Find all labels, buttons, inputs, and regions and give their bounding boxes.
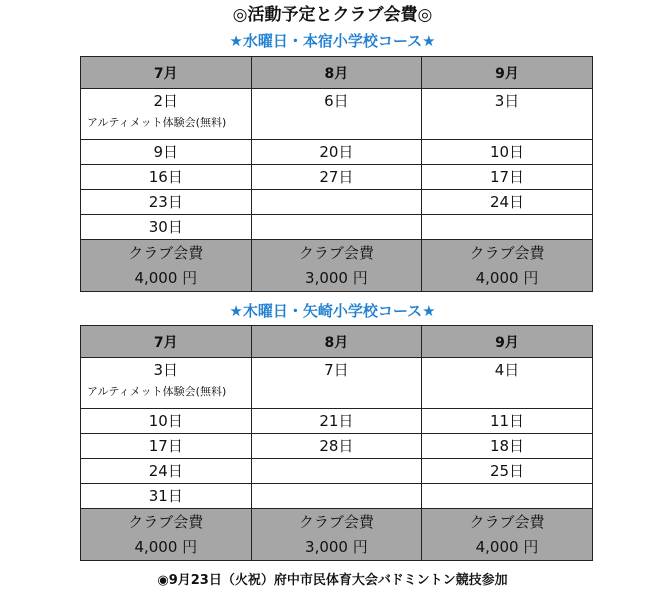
fee-cell xyxy=(422,509,593,561)
month-header-row xyxy=(81,57,593,89)
fee-label: クラブ会費 xyxy=(128,243,204,262)
fee-cell xyxy=(251,240,422,292)
section-title-wednesday: ★水曜日・本宿小学校コース★ xyxy=(229,32,436,50)
section-title-thursday: ★木曜日・矢崎小学校コース★ xyxy=(229,302,436,320)
fee-row xyxy=(81,509,593,561)
day-cell: 10日 xyxy=(81,409,252,434)
day-value: 3日 xyxy=(494,92,520,110)
table-row xyxy=(81,484,593,509)
fee-label: クラブ会費 xyxy=(469,512,545,531)
day-cell xyxy=(81,89,252,140)
day-value: 7日 xyxy=(324,361,349,379)
month-header: 9月 xyxy=(422,326,593,358)
day-cell: 30日 xyxy=(81,215,252,240)
month-header: 7月 xyxy=(81,326,252,358)
table-row xyxy=(81,140,593,165)
day-cell: 31日 xyxy=(81,484,252,509)
day-cell xyxy=(251,215,422,240)
day-value: 3日 xyxy=(153,361,179,379)
fee-amount: 4,000 円 xyxy=(475,537,539,556)
day-cell: 25日 xyxy=(422,459,593,484)
table-row xyxy=(81,215,593,240)
day-cell: 17日 xyxy=(81,434,252,459)
day-cell xyxy=(422,215,593,240)
table-row xyxy=(81,409,593,434)
table-row xyxy=(81,459,593,484)
footer-note: ◉9月23日（火祝）府中市民体育大会バドミントン競技参加 xyxy=(157,573,508,588)
fee-row xyxy=(81,240,593,292)
trial-event-note: アルティメット体験会(無料) xyxy=(87,116,227,129)
month-header: 9月 xyxy=(422,57,593,89)
day-cell xyxy=(81,358,252,409)
fee-label: クラブ会費 xyxy=(128,512,204,531)
day-cell: 9日 xyxy=(81,140,252,165)
day-cell xyxy=(422,484,593,509)
day-cell xyxy=(251,190,422,215)
schedule-table-thursday xyxy=(80,325,593,561)
month-header: 8月 xyxy=(251,57,422,89)
table-row xyxy=(81,434,593,459)
day-cell: 24日 xyxy=(81,459,252,484)
table-row xyxy=(81,358,593,409)
day-cell: 23日 xyxy=(81,190,252,215)
fee-amount: 3,000 円 xyxy=(305,537,368,556)
table-row xyxy=(81,190,593,215)
fee-cell xyxy=(81,509,252,561)
day-cell: 21日 xyxy=(251,409,422,434)
fee-cell xyxy=(422,240,593,292)
fee-amount: 3,000 円 xyxy=(305,268,368,287)
day-cell: 18日 xyxy=(422,434,593,459)
table-row xyxy=(81,165,593,190)
fee-label: クラブ会費 xyxy=(469,243,545,262)
day-cell xyxy=(251,484,422,509)
day-cell: 16日 xyxy=(81,165,252,190)
day-cell xyxy=(422,358,593,409)
day-cell xyxy=(251,89,422,140)
fee-cell xyxy=(81,240,252,292)
day-cell: 20日 xyxy=(251,140,422,165)
day-cell: 27日 xyxy=(251,165,422,190)
schedule-table-wednesday xyxy=(80,56,593,292)
day-value: 6日 xyxy=(324,92,349,110)
day-value: 4日 xyxy=(494,361,520,379)
fee-amount: 4,000 円 xyxy=(134,268,198,287)
month-header-row xyxy=(81,326,593,358)
fee-cell xyxy=(251,509,422,561)
fee-amount: 4,000 円 xyxy=(134,537,198,556)
day-cell xyxy=(422,89,593,140)
day-cell: 17日 xyxy=(422,165,593,190)
page-title: ◎活動予定とクラブ会費◎ xyxy=(232,5,433,25)
month-header: 8月 xyxy=(251,326,422,358)
day-cell: 28日 xyxy=(251,434,422,459)
day-cell xyxy=(251,358,422,409)
table-row xyxy=(81,89,593,140)
day-cell xyxy=(251,459,422,484)
trial-event-note: アルティメット体験会(無料) xyxy=(87,385,227,398)
day-cell: 10日 xyxy=(422,140,593,165)
fee-label: クラブ会費 xyxy=(298,243,374,262)
day-value: 2日 xyxy=(153,92,179,110)
day-cell: 11日 xyxy=(422,409,593,434)
fee-label: クラブ会費 xyxy=(298,512,374,531)
day-cell: 24日 xyxy=(422,190,593,215)
fee-amount: 4,000 円 xyxy=(475,268,539,287)
month-header: 7月 xyxy=(81,57,252,89)
